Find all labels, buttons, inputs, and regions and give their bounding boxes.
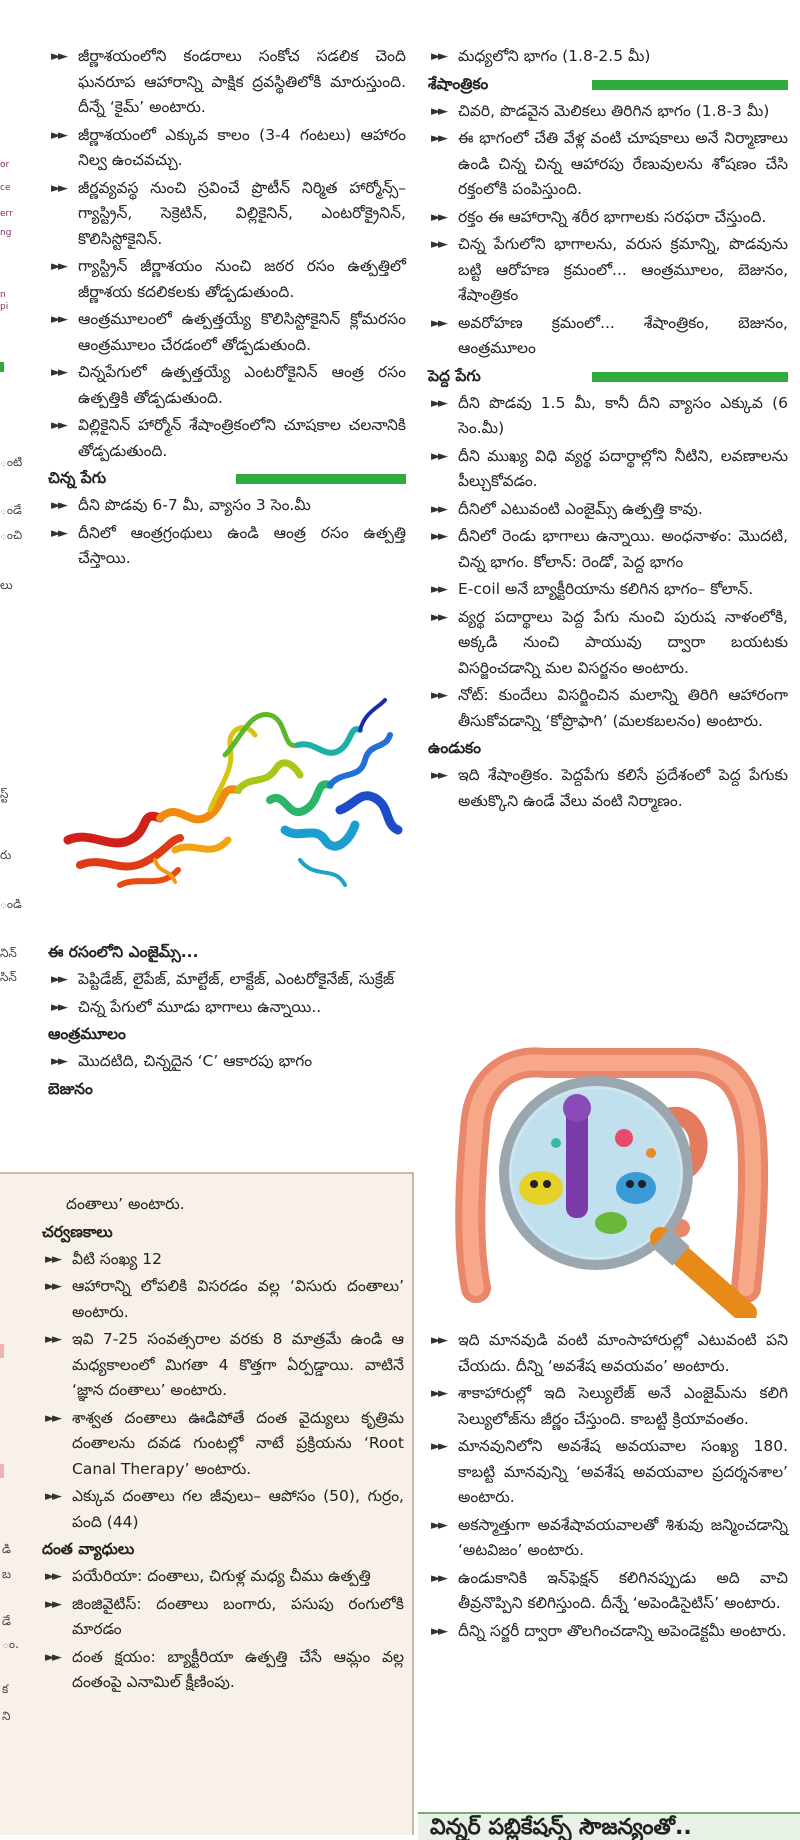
list-item: ►► దంత క్షయం: బ్యాక్టీరియా ఉత్పత్తి చేసే ఆమ్లం వల్ల దంతంపై ఎనామిల్ క్షీణింపు. xyxy=(42,1645,404,1696)
list-item: ►► ఇది శేషాంత్రికం. పెద్దపేగు కలిసే ప్రదేశంలో పెద్ద పేగుకు అతుక్కొని ఉండే వేలు వంటి నిర్మాణం. xyxy=(428,763,788,814)
list-item: ►► జీర్ణాశయంలోని కండరాలు సంకోచ సడలిక చెంది ఘనరూప ఆహారాన్ని పాక్షిక ద్రవస్థితిలోకి మారుస్తుంది. దీన్నే ‘కైమ్’ అంటారు. xyxy=(48,44,406,121)
top-items-list xyxy=(48,44,406,464)
intestine-magnifier-image xyxy=(446,1038,786,1318)
protein-structure-image xyxy=(60,690,406,920)
double-arrow-bullet-icon: ►► xyxy=(431,1570,445,1586)
double-arrow-bullet-icon: ►► xyxy=(51,127,65,143)
list-item: ►► మధ్యలోని భాగం (1.8-2.5 మీ) xyxy=(428,44,788,70)
heading-green-bar xyxy=(592,372,788,382)
list-item: ►► దీని పొడవు 6-7 మీ, వ్యాసం 3 సెం.మీ xyxy=(48,493,406,519)
double-arrow-bullet-icon: ►► xyxy=(45,1569,59,1584)
list-item: ►► రక్తం ఈ ఆహారాన్ని శరీర భాగాలకు సరఫరా చేస్తుంది. xyxy=(428,205,788,231)
edge-fragment: స్ట్ xyxy=(0,787,9,801)
edge-fragment: డే xyxy=(2,1614,11,1628)
double-arrow-bullet-icon: ►► xyxy=(431,1517,445,1533)
double-arrow-bullet-icon: ►► xyxy=(51,365,65,380)
list-item: ►► పెప్టిడేజ్, లైపేజ్, మాల్టేజ్, లాక్టేజ్, ఎంటరోకైనేజ్, సుక్రేజ్ xyxy=(48,967,406,993)
list-item: ►► ఈ భాగంలో చేతి వేళ్ల వంటి చూషకాలు అనే నిర్మాణాలు ఉండి చిన్న చిన్న ఆహారపు రేణువులను శోషణం చేసి రక్తంలోకి పంపిస్తుంది. xyxy=(428,126,788,203)
double-arrow-bullet-icon: ►► xyxy=(51,312,65,327)
edge-fragment: ంటి xyxy=(0,455,23,469)
double-arrow-bullet-icon: ►► xyxy=(51,49,65,64)
dental-diseases-heading: దంత వ్యాధులు xyxy=(42,1537,404,1562)
double-arrow-bullet-icon: ►► xyxy=(431,688,445,703)
teeth-info-box xyxy=(0,1172,414,1835)
double-arrow-bullet-icon: ►► xyxy=(45,1332,59,1347)
ileum-heading: శేషాంత్రికం xyxy=(428,72,788,97)
list-item: ►► దీని ముఖ్య విధి వ్యర్థ పదార్థాల్లోని నీటిని, లవణాలను పీల్చుకోవడం. xyxy=(428,444,788,495)
double-arrow-bullet-icon: ►► xyxy=(431,768,445,783)
list-item: ►► శాకాహారుల్లో ఇది సెల్యులేజ్ అనే ఎంజైమ్‌ను కలిగి సెల్యులోజ్‌ను జీర్ణం చేస్తుంది. కాబట్టి క్రియావంతం. xyxy=(428,1381,788,1432)
edge-fragment: లు xyxy=(0,578,13,592)
edge-fragment: సిన్ xyxy=(0,970,17,984)
double-arrow-bullet-icon: ►► xyxy=(45,1489,59,1504)
list-item: ►► జింజివైటిస్: దంతాలు బంగారు, పసుపు రంగులోకి మారడం xyxy=(42,1592,404,1643)
double-arrow-bullet-icon: ►► xyxy=(431,582,445,597)
edge-fragment: ng xyxy=(0,228,12,238)
double-arrow-bullet-icon: ►► xyxy=(45,1649,59,1665)
edge-pink-mark xyxy=(0,1344,4,1358)
list-item: ►► ఆంత్రమూలంలో ఉత్పత్తయ్యే కొలిసిస్టోకైనిన్ క్లోమరసం ఆంత్రమూలం చేరడంలో తోడ్పడుతుంది. xyxy=(48,307,406,358)
double-arrow-bullet-icon: ►► xyxy=(51,259,65,274)
appendix-heading: ఉండుకం xyxy=(428,736,788,761)
right-column-lower xyxy=(428,1328,788,1646)
small-intestine-heading: చిన్న పేగు xyxy=(48,466,406,491)
edge-fragment: బ xyxy=(2,1567,12,1581)
edge-green-mark xyxy=(0,362,4,372)
edge-fragment: or xyxy=(0,160,10,170)
double-arrow-bullet-icon: ►► xyxy=(51,1054,65,1069)
enzymes-heading: ఈ రసంలోని ఎంజైమ్స్... xyxy=(48,940,406,965)
edge-fragment: ండి xyxy=(0,897,22,911)
edge-fragment: err xyxy=(0,209,13,219)
large-intestine-heading: పెద్ద పేగు xyxy=(428,364,788,389)
duodenum-heading: ఆంత్రమూలం xyxy=(48,1022,406,1047)
list-item: ►► మొదటిది, చిన్నదైన ‘C’ ఆకారపు భాగం xyxy=(48,1049,406,1075)
list-item: ►► దీని పొడవు 1.5 మీ, కానీ దీని వ్యాసం ఎక్కువ (6 సెం.మీ) xyxy=(428,391,788,442)
list-item: ►► ఆహారాన్ని లోపలికి విసరడం వల్ల ‘విసురు దంతాలు’ అంటారు. xyxy=(42,1274,404,1325)
list-item: ►► జీర్ణవ్యవస్థ నుంచి స్రవించే ప్రొటీన్ నిర్మిత హార్మోన్స్– గ్యాస్ట్రిన్, సెక్రెటిన్, విల్లికైనిన్, ఎంటరోక్రైనిన్, కొలిసిస్టోకైనిన్. xyxy=(48,176,406,253)
double-arrow-bullet-icon: ►► xyxy=(431,529,445,544)
right-column xyxy=(428,44,788,816)
edge-fragment: ండే xyxy=(0,503,22,517)
list-item: ►► ఉండుకానికి ఇన్‌ఫెక్షన్ కలిగినప్పుడు అది వాచి తీవ్రనొప్పిని కలిగిస్తుంది. దీన్నే ‘అపెండిసైటిస్’ అంటారు. xyxy=(428,1566,788,1617)
left-column xyxy=(48,44,406,574)
edge-pink-mark xyxy=(0,1464,4,1478)
list-item: ►► శాశ్వత దంతాలు ఊడిపోతే దంత వైద్యులు కృత్రిమ దంతాలను దవడ గుంటల్లో నాటే ప్రక్రియను ‘Root Canal Therapy’ అంటారు. xyxy=(42,1406,404,1483)
double-arrow-bullet-icon: ►► xyxy=(45,1410,59,1426)
double-arrow-bullet-icon: ►► xyxy=(431,131,445,146)
list-item: ►► దీనిలో రెండు భాగాలు ఉన్నాయి. అంధనాళం: మొదటి, చిన్న భాగం. కోలాన్: రెండో, పెద్ద భాగం xyxy=(428,524,788,575)
list-item: ►► విల్లికైనిన్ హార్మోన్ శేషాంత్రికంలోని చూషకాల చలనానికి తోడ్పడుతుంది. xyxy=(48,413,406,464)
list-item: ►► పయేరియా: దంతాలు, చిగుళ్ల మధ్య చీము ఉత్పత్తి xyxy=(42,1564,404,1590)
box-intro-line: దంతాలు’ అంటారు. xyxy=(66,1195,185,1213)
heading-green-bar xyxy=(592,80,788,90)
list-item: ►► వీటి సంఖ్య 12 xyxy=(42,1247,404,1273)
double-arrow-bullet-icon: ►► xyxy=(431,1623,445,1639)
double-arrow-bullet-icon: ►► xyxy=(431,501,445,517)
list-item: ►► ఇవి 7-25 సంవత్సరాల వరకు 8 మాత్రమే ఉండి ఆ మధ్యకాలంలో మిగతా 4 కొత్తగా ఏర్పడ్డాయి. వాటినే ‘జ్ఞాన దంతాలు’ అంటారు. xyxy=(42,1327,404,1404)
edge-fragment: ce xyxy=(0,183,11,193)
double-arrow-bullet-icon: ►► xyxy=(431,609,445,625)
list-item: ►► వ్యర్థ పదార్థాలు పెద్ద పేగు నుంచి పురుష నాళంలోకి, అక్కడి నుంచి పాయువు ద్వారా బయటకు విసర్జించడాన్ని మల విసర్జనం అంటారు. xyxy=(428,605,788,682)
edge-fragment: రు xyxy=(0,848,12,862)
edge-fragment: n xyxy=(0,290,6,300)
double-arrow-bullet-icon: ►► xyxy=(45,1251,59,1267)
edge-fragment: క xyxy=(2,1682,9,1696)
jejunum-heading: బెజునం xyxy=(48,1077,406,1102)
list-item: ►► ఎక్కువ దంతాలు గల జీవులు– ఆపోసం (50), గుర్రం, పంది (44) xyxy=(42,1484,404,1535)
list-item: ►► నోట్: కుందేలు విసర్జించిన మలాన్ని తిరిగి ఆహారంగా తీసుకోవడాన్ని ‘కోప్రొఫాగి’ (మలకబలనం) అంటారు. xyxy=(428,683,788,734)
double-arrow-bullet-icon: ►► xyxy=(45,1596,59,1612)
double-arrow-bullet-icon: ►► xyxy=(51,180,65,196)
molars-heading: చర్వణకాలు xyxy=(42,1220,404,1245)
double-arrow-bullet-icon: ►► xyxy=(51,972,65,987)
double-arrow-bullet-icon: ►► xyxy=(431,49,445,64)
double-arrow-bullet-icon: ►► xyxy=(431,1333,445,1348)
double-arrow-bullet-icon: ►► xyxy=(431,103,445,119)
list-item: ►► మానవునిలోని అవశేష అవయవాల సంఖ్య 180. కాబట్టి మానవున్ని ‘అవశేష అవయవాల ప్రదర్శనశాల’ అంటారు. xyxy=(428,1434,788,1511)
double-arrow-bullet-icon: ►► xyxy=(431,448,445,464)
edge-fragment: ని xyxy=(2,1709,11,1723)
list-item: ►► గ్యాస్ట్రిన్ జీర్ణాశయం నుంచి జఠర రసం ఉత్పత్తిలో జీర్ణాశయ కదలికలకు తోడ్పడుతుంది. xyxy=(48,254,406,305)
list-item: ►► చిన్న పేగులో మూడు భాగాలు ఉన్నాయి.. xyxy=(48,995,406,1021)
edge-fragment: ంచి xyxy=(0,528,23,542)
list-item: ►► E-coil అనే బ్యాక్టీరియాను కలిగిన భాగం– కోలాన్. xyxy=(428,577,788,603)
edge-fragment: pi xyxy=(0,302,9,312)
double-arrow-bullet-icon: ►► xyxy=(431,1439,445,1454)
double-arrow-bullet-icon: ►► xyxy=(51,418,65,433)
double-arrow-bullet-icon: ►► xyxy=(51,498,65,513)
left-column-lower xyxy=(48,938,406,1104)
list-item: ►► చిన్న పేగులోని భాగాలను, వరుస క్రమాన్ని, పొడవును బట్టి ఆరోహణ క్రమంలో... ఆంత్రమూలం, బెజునం, శేషాంత్రికం xyxy=(428,232,788,309)
edge-fragment: ం. xyxy=(2,1637,19,1651)
list-item: ►► అకస్మాత్తుగా అవశేషావయవాలతో శిశువు జన్మించడాన్ని ‘అటవిజం’ అంటారు. xyxy=(428,1513,788,1564)
heading-green-bar xyxy=(236,474,406,484)
list-item: ►► అవరోహణ క్రమంలో... శేషాంత్రికం, బెజునం, ఆంత్రమూలం xyxy=(428,311,788,362)
double-arrow-bullet-icon: ►► xyxy=(51,999,65,1015)
list-item: ►► దీనిలో ఎటువంటి ఎంజైమ్స్ ఉత్పత్తి కావు. xyxy=(428,497,788,523)
double-arrow-bullet-icon: ►► xyxy=(431,1386,445,1401)
list-item: ►► చివరి, పొడవైన మెలికలు తిరిగిన భాగం (1.8-3 మీ) xyxy=(428,99,788,125)
edge-fragment: డి xyxy=(2,1542,11,1556)
double-arrow-bullet-icon: ►► xyxy=(431,209,445,225)
double-arrow-bullet-icon: ►► xyxy=(431,315,445,331)
box-content xyxy=(42,1192,404,1698)
list-item: ►► దీన్ని సర్జరీ ద్వారా తొలగించడాన్ని అపెండెక్టమీ అంటారు. xyxy=(428,1619,788,1645)
publisher-credit: విన్నర్ పబ్లికేషన్స్ సౌజన్యంతో.. xyxy=(418,1812,800,1840)
list-item: ►► చిన్నపేగులో ఉత్పత్తయ్యే ఎంటరోకైనిన్ ఆంత్ర రసం ఉత్పత్తికి తోడ్పడుతుంది. xyxy=(48,360,406,411)
double-arrow-bullet-icon: ►► xyxy=(431,395,445,411)
list-item: ►► ఇది మానవుడి వంటి మాంసాహారుల్లో ఎటువంటి పని చేయదు. దీన్ని ‘అవశేష అవయవం’ అంటారు. xyxy=(428,1328,788,1379)
list-item: ►► జీర్ణాశయంలో ఎక్కువ కాలం (3-4 గంటలు) ఆహారం నిల్వ ఉంచవచ్చు. xyxy=(48,123,406,174)
double-arrow-bullet-icon: ►► xyxy=(51,525,65,541)
edge-fragment: నిన్ xyxy=(0,946,17,960)
double-arrow-bullet-icon: ►► xyxy=(431,237,445,252)
list-item: ►► దీనిలో ఆంత్రగ్రంథులు ఉండి ఆంత్ర రసం ఉత్పత్తి చేస్తాయి. xyxy=(48,521,406,572)
double-arrow-bullet-icon: ►► xyxy=(45,1279,59,1294)
